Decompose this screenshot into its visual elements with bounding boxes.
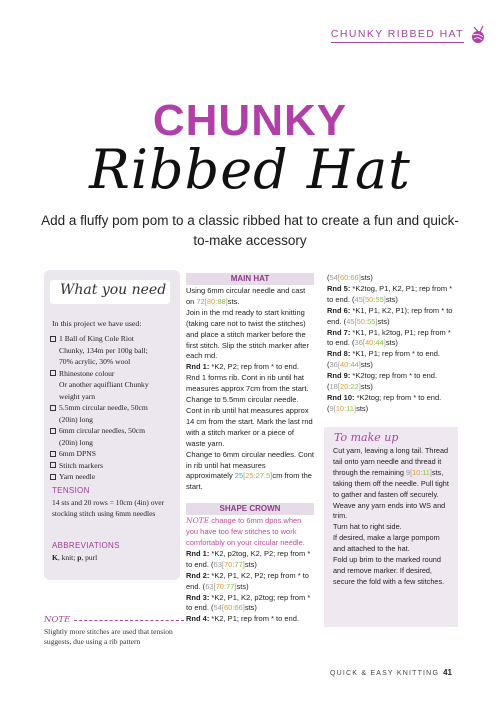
main-hat-para1: Join in the rnd ready to start knitting (taking care not to twist the stitches) and place a stitch marker before the first stitch. Slip the stitch marker after each rnd. bbox=[186, 307, 309, 361]
checkbox-icon bbox=[50, 474, 56, 480]
footer-label: QUICK & EASY KNITTING bbox=[330, 670, 440, 677]
col3-top-line: (54[60:66]sts) bbox=[327, 273, 373, 282]
materials-list bbox=[50, 333, 178, 483]
main-hat-column bbox=[186, 273, 314, 625]
checkbox-icon bbox=[50, 336, 56, 342]
main-hat-para4: Change to 6mm circular needles. Cont in rib until hat measures approximately 25[25:27.5]cm from the start. bbox=[186, 449, 314, 492]
material-item: Rhinestone colour bbox=[50, 368, 178, 380]
pattern-round: Rnd 7: *K1, P1, k2tog, P1; rep from * to end. (36[40:44]sts) bbox=[327, 327, 451, 348]
note-divider bbox=[74, 620, 184, 621]
material-item: 5.5mm circular needle, 50cm bbox=[50, 402, 178, 414]
crown-continued-column bbox=[327, 273, 459, 415]
note-heading: NOTE bbox=[44, 615, 71, 625]
material-item: 1 Ball of King Cole Riot bbox=[50, 333, 178, 345]
tension-text: 14 sts and 20 rows = 10cm (4in) over stocking stitch using 6mm needles bbox=[52, 498, 165, 518]
section-label: CHUNKY RIBBED HAT bbox=[331, 28, 464, 43]
material-item: weight yarn bbox=[59, 391, 96, 401]
main-hat-para3: Change to 5.5mm circular needle. Cont in rib until hat measures approx 14 cm from the start. Mark the last rnd with a stitch marker or a piece of waste yarn. bbox=[186, 395, 313, 448]
page-footer bbox=[330, 668, 452, 677]
shape-crown-rounds bbox=[186, 549, 314, 625]
note-panel bbox=[44, 615, 184, 647]
section-header bbox=[331, 26, 488, 44]
pattern-round: Rnd 10: *K2tog; rep from * to end. (9[10:11]sts) bbox=[327, 392, 442, 413]
pattern-round: Rnd 9: *K2tog; rep from * to end. (18[20:22]sts) bbox=[327, 371, 438, 392]
material-item: 6mm circular needles, 50cm bbox=[50, 425, 178, 437]
abbreviations-heading: ABBREVIATIONS bbox=[52, 541, 120, 550]
shape-crown-heading: SHAPE CROWN bbox=[186, 503, 314, 515]
page-number: 41 bbox=[443, 668, 452, 677]
tension-heading: TENSION bbox=[52, 486, 90, 495]
yarn-ball-icon bbox=[468, 25, 488, 45]
material-item: Or another aquifliant Chunky bbox=[59, 380, 149, 389]
checkbox-icon bbox=[50, 405, 56, 411]
material-item: (20in) long bbox=[59, 437, 93, 447]
material-item: 70% acrylic, 30% wool bbox=[59, 357, 131, 366]
main-hat-intro: Using 6mm circular needle and cast on 72[80:88]sts. bbox=[186, 286, 306, 306]
main-hat-rnd1: Rnd 1: *K2, P2; rep from * to end. bbox=[186, 362, 299, 372]
page-title-script: Ribbed Hat bbox=[89, 138, 411, 201]
checkbox-icon bbox=[50, 370, 56, 376]
page-subtitle: Add a fluffy pom pom to a classic ribbed hat to create a fun and quick-to-make accessory bbox=[41, 213, 459, 248]
pattern-round: Rnd 1: *K2, p2tog, K2, P2; rep from * to end. (63[70:77]sts) bbox=[186, 548, 311, 569]
shape-crown-note: NOTE change to 6mm dpns when you have too few stitches to work comfortably on your circular needle. bbox=[186, 516, 305, 548]
abbreviations-text: K, knit; p, purl bbox=[52, 553, 98, 562]
what-you-need-panel bbox=[44, 270, 180, 580]
crown-continued-rounds bbox=[327, 284, 459, 415]
pattern-round: Rnd 8: *K1, P1; rep from * to end. (36[40:44]sts) bbox=[327, 349, 440, 370]
materials-intro: In this project we have used: bbox=[52, 319, 142, 328]
make-up-panel bbox=[324, 427, 458, 627]
main-hat-para2: Rnd 1 forms rib. Cont in rib until hat measures approx 7cm from the start. bbox=[186, 373, 309, 394]
make-up-heading: To make up bbox=[334, 431, 399, 444]
main-hat-heading: MAIN HAT bbox=[186, 273, 314, 285]
pattern-round: Rnd 6: *K1, P1, K2, P1); rep from * to end. (45[50:55]sts) bbox=[327, 305, 453, 326]
material-item: Yarn needle bbox=[50, 471, 178, 483]
make-up-text: Cut yarn, leaving a long tail. Thread tail onto yarn needle and thread it through the remaining 9[10:11]sts, taking them off the needle. Pull tight to gather and fasten off securely. Weave any yarn ends into WS and trim. Turn hat to right side. If desired, make a large pompom and attached to the hat. Fold up brim to the marked round and remove marker. If desired, secure the fold with a few stitches. bbox=[333, 446, 449, 586]
page-title: CHUNKY bbox=[152, 96, 348, 145]
material-item: Chunky, 134m per 100g ball; bbox=[59, 345, 148, 355]
material-item: Stitch markers bbox=[50, 460, 178, 472]
checkbox-icon bbox=[50, 451, 56, 457]
checkbox-icon bbox=[50, 428, 56, 434]
pattern-round: Rnd 3: *K2, P1, K2, p2tog; rep from * to end. (54[60:66]sts) bbox=[186, 592, 311, 613]
material-item: 6mm DPNS bbox=[50, 448, 178, 460]
what-you-need-heading: What you need bbox=[60, 282, 167, 298]
pattern-round: Rnd 2: *K2, P1, K2, P2; rep from * to end. (63[70:77]sts) bbox=[186, 570, 309, 591]
pattern-round: Rnd 5: *K2tog, P1, K2, P1; rep from * to end. (45[50:55]sts) bbox=[327, 283, 453, 304]
checkbox-icon bbox=[50, 462, 56, 468]
note-text: Slightly more stitches are used that tension suggests, due using a rib pattern bbox=[44, 627, 173, 646]
pattern-round: Rnd 4: *K2, P1; rep from * to end. bbox=[186, 614, 299, 624]
material-item: (20in) long bbox=[59, 414, 93, 424]
